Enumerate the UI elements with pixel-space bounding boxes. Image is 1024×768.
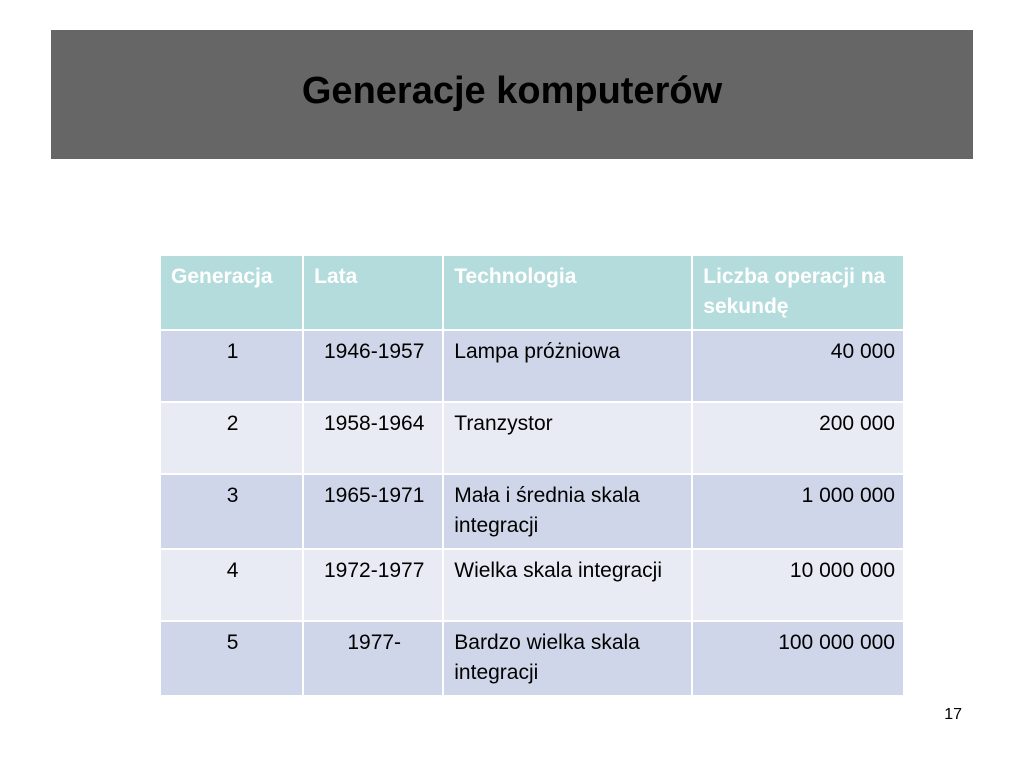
cell-ops: 100 000 000 xyxy=(693,622,903,695)
cell-technology: Mała i średnia skala integracji xyxy=(444,475,691,548)
cell-technology: Tranzystor xyxy=(444,403,691,473)
cell-years: 1946-1957 xyxy=(304,331,442,401)
cell-generation: 1 xyxy=(161,331,302,401)
header-technology: Technologia xyxy=(444,256,691,329)
cell-technology: Bardzo wielka skala integracji xyxy=(444,622,691,695)
header-ops: Liczba operacji na sekundę xyxy=(693,256,903,329)
cell-generation: 3 xyxy=(161,475,302,548)
table-row xyxy=(161,475,903,548)
slide-number: 17 xyxy=(944,706,962,723)
cell-years: 1972-1977 xyxy=(304,550,442,620)
table-row xyxy=(161,331,903,401)
table-row xyxy=(161,403,903,473)
cell-years: 1965-1971 xyxy=(304,475,442,548)
slide-title: Generacje komputerów xyxy=(301,70,723,112)
table-row xyxy=(161,550,903,620)
cell-generation: 4 xyxy=(161,550,302,620)
cell-years: 1977- xyxy=(304,622,442,695)
cell-ops: 40 000 xyxy=(693,331,903,401)
cell-technology: Wielka skala integracji xyxy=(444,550,691,620)
cell-technology: Lampa próżniowa xyxy=(444,331,691,401)
header-years: Lata xyxy=(304,256,442,329)
title-bar xyxy=(51,30,973,159)
cell-generation: 2 xyxy=(161,403,302,473)
generations-table xyxy=(159,254,905,697)
table-header-row xyxy=(161,256,903,329)
cell-ops: 200 000 xyxy=(693,403,903,473)
cell-generation: 5 xyxy=(161,622,302,695)
cell-ops: 10 000 000 xyxy=(693,550,903,620)
header-generation: Generacja xyxy=(161,256,302,329)
cell-years: 1958-1964 xyxy=(304,403,442,473)
cell-ops: 1 000 000 xyxy=(693,475,903,548)
table-row xyxy=(161,622,903,695)
